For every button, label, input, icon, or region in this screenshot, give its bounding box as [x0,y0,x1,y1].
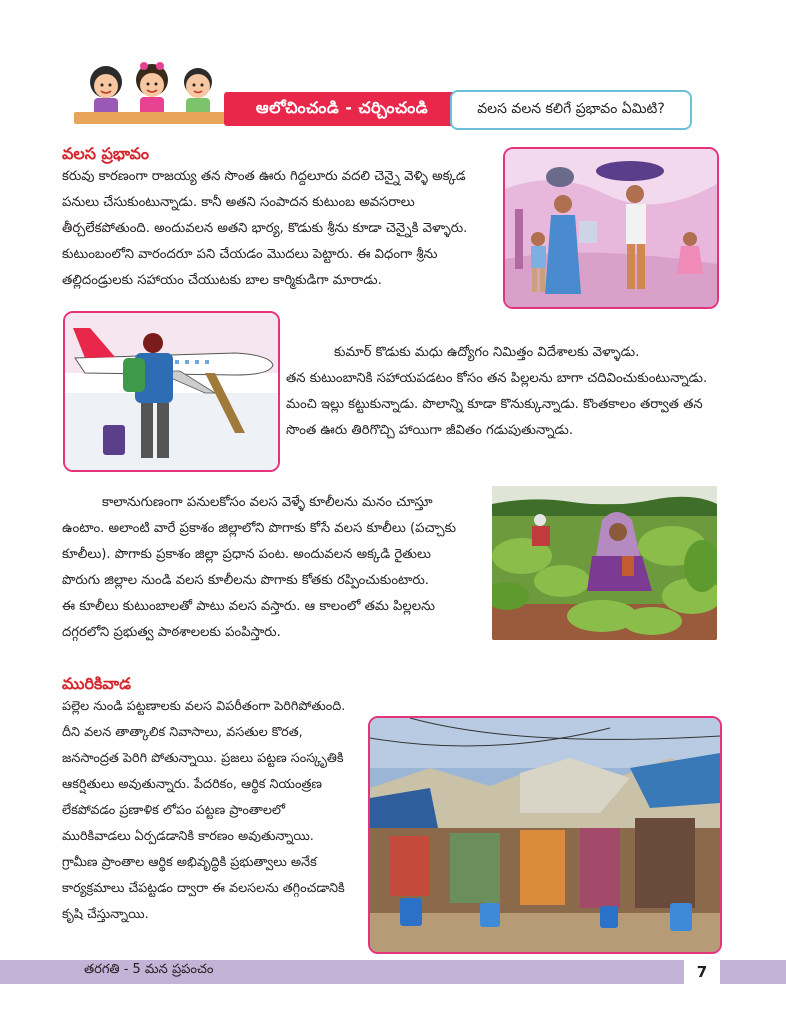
text-line: కుటుంబంలోని వారందరూ పని చేయడం మొదలు పెట్టారు. ఈ విధంగా శ్రీను [62,247,438,262]
text-line: జనసాంద్రత పెరిగి పోతున్నాయి. ప్రజలు పట్టణ సంస్కృతికి [62,751,344,766]
text-line: సొంత ఊరు తిరిగొచ్చి హాయిగా జీవితం గడుపుతున్నాడు. [286,423,574,438]
section2-paragraph [286,340,722,444]
section3-paragraph [62,490,482,646]
text-line: లేకపోవడం ప్రణాళిక లోపం పట్టణ ప్రాంతాలలో [62,803,286,818]
footer-class-subject: తరగతి - 5 మన ప్రపంచం [84,962,214,977]
text-line: కూలీలు). పొగాకు ప్రకాశం జిల్లా ప్రధాన పంట. అందువలన అక్కడి రైతులు [62,547,431,562]
text-line: మురికివాడలు ఏర్పడడానికి కారణం అవుతున్నాయి. [62,829,314,844]
discussion-banner: ఆలోచించండి - చర్చించండి [224,92,460,126]
text-line: దీని వలన తాత్కాలిక నివాసాలు, వసతుల కొరత, [62,725,303,740]
text-line: పొరుగు జిల్లాల నుండి వలస కూలీలను పొగాకు కోతకు రప్పించుకుంటారు. [62,573,430,588]
section-title-slum: మురికివాడ [62,674,131,693]
text-line: తీర్చలేకపోతుంది. అందువలన అతని భార్య, కొడుకు శ్రీను కూడా చెన్నైకి వెళ్ళారు. [62,221,468,236]
man-leaving-by-airplane-illustration [63,311,280,472]
text-line: ఈ కూలీలు కుటుంబాలతో పాటు వలస వస్తారు. ఆ కాలంలో తమ పిల్లలను [62,599,435,614]
text-line: మంచి ఇల్లు కట్టుకున్నాడు. పొలాన్ని కూడా కొనుక్కున్నాడు. కొంతకాలం తర్వాత తన [286,397,703,412]
text-line: కుమార్ కొడుకు మధు ఉద్యోగం నిమిత్తం విదేశాలకు వెళ్ళాడు. [334,345,640,360]
section4-paragraph [62,694,364,928]
text-line: పనులు చేసుకుంటున్నాడు. కానీ అతని సంపాదన కుటుంబ అవసరాలు [62,195,415,210]
text-line: పల్లెల నుండి పట్టణాలకు వలస విపరీతంగా పెరిగిపోతుంది. [62,699,346,714]
page-number: 7 [684,955,720,989]
text-line: కాలానుగుణంగా పనులకోసం వలస వెళ్ళే కూలీలను మనం చూస్తూ [102,495,433,510]
section-title-migration-impact: వలస ప్రభావం [62,144,150,163]
banner-question: వలస వలన కలిగే ప్రభావం ఏమిటి? [450,90,692,130]
text-line: ఆకర్షితులు అవుతున్నారు. పేదరికం, ఆర్థిక నియంత్రణ [62,777,322,792]
text-line: కార్యక్రమాలు చేపట్టడం ద్వారా ఈ వలసలను తగ్గించడానికి [62,881,345,896]
text-line: ఉంటాం. అలాంటి వారే ప్రకాశం జిల్లాలోని పొగాకు కోసే వలస కూలీలు (పచ్చాకు [62,521,457,536]
slum-dwellings-photo [368,716,722,954]
text-line: తల్లిదండ్రులకు సహాయం చేయుటకు బాల కార్మికుడిగా మారాడు. [62,273,382,288]
text-line: గ్రామీణ ప్రాంతాల ఆర్థిక అభివృద్ధికి ప్రభుత్వాలు అనేక [62,855,317,870]
desk-shelf [74,112,230,124]
text-line: తన కుటుంబానికి సహాయపడటం కోసం తన పిల్లలను బాగా చదివించుకుంటున్నాడు. [286,371,708,386]
text-line: కృషి చేస్తున్నాయి. [62,907,149,922]
tobacco-field-workers-photo [492,486,717,640]
section1-paragraph [62,164,496,294]
migrating-family-illustration [503,147,719,309]
text-line: కరువు కారణంగా రాజయ్య తన సొంత ఊరు గిద్దలూరు వదలి చెన్నై వెళ్ళి అక్కడ [62,169,466,184]
text-line: దగ్గరలోని ప్రభుత్వ పాఠశాలలకు పంపిస్తారు. [62,625,281,640]
